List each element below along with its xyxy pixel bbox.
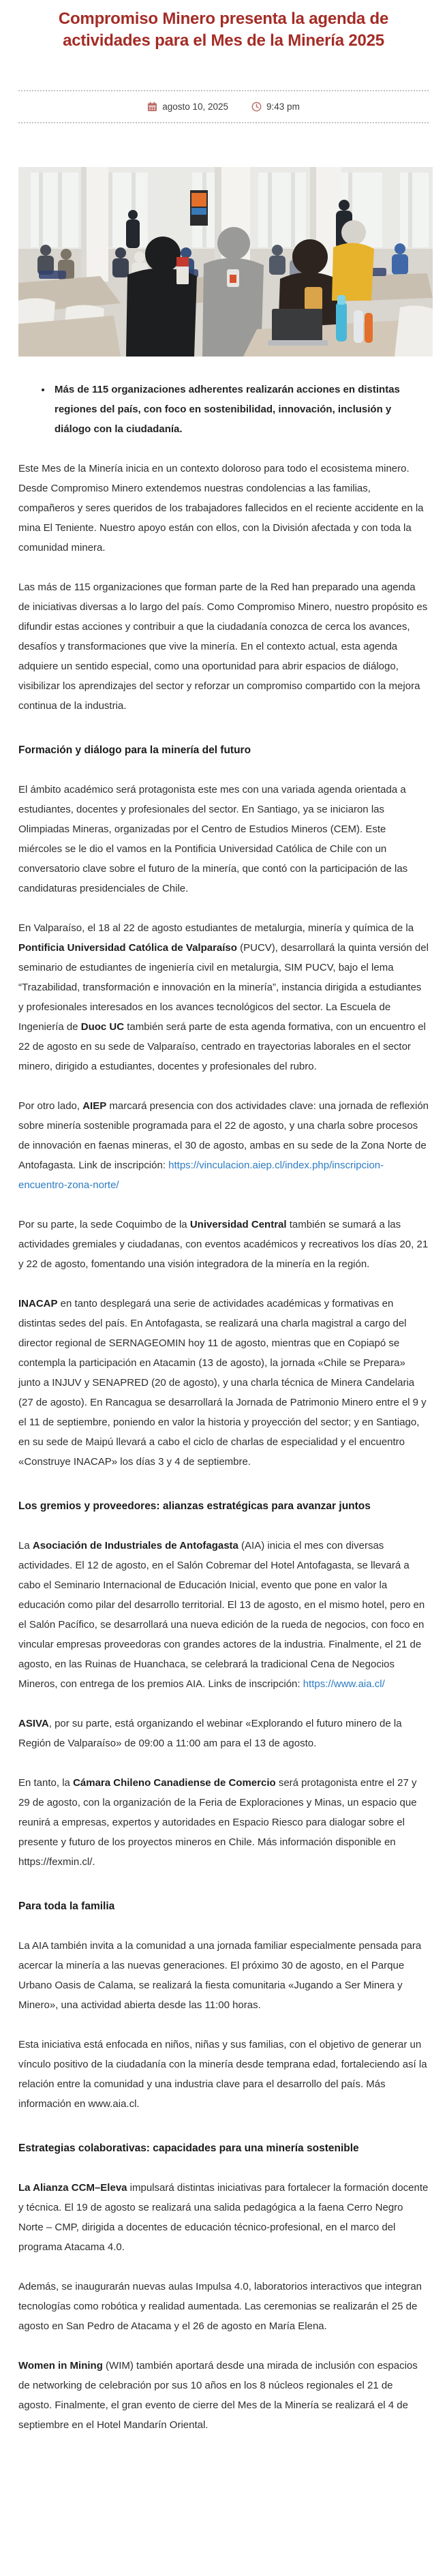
text-segment: (WIM) también aportará desde una mirada de inclusión con espacios de networking de celebración por sus 10 años en los 8 núcleos regionales el 21 de agosto. Finalmente, el gran evento de cierre del Mes de la Minería se realizará el 4 de septiembre en el Hotel Mandarín Oriental. bbox=[18, 2359, 418, 2431]
section-heading: Los gremios y proveedores: alianzas estratégicas para avanzar juntos bbox=[18, 1500, 371, 1512]
article-paragraph bbox=[18, 780, 429, 898]
article-paragraph bbox=[18, 1936, 429, 2015]
text-segment: Esta iniciativa está enfocada en niños, niñas y sus familias, con el objetivo de generar un vínculo positivo de la ciudadanía con la minería desde temprana edad, fortaleciendo así la relación entre la comunidad y una industria clave para el desarrollo del país. Más información en www.aia.cl. bbox=[18, 2038, 427, 2110]
conference-roundtables-photo bbox=[18, 167, 433, 357]
text-segment: también se sumará a las actividades gremiales y ciudadanas, con eventos académicos y recreativos los días 20, 21 y 22 de agosto, fomentando una visión integradora de la minería en la región. bbox=[18, 1218, 429, 1270]
text-segment: , por su parte, está organizando el webinar «Explorando el futuro minero de la Región de Valparaíso» de 09:00 a 11:00 am para el 13 de agosto. bbox=[18, 1717, 402, 1749]
post-date bbox=[147, 102, 228, 112]
text-segment: Este Mes de la Minería inicia en un contexto doloroso para todo el ecosistema minero. Desde Compromiso Minero extendemos nuestras condolencias a las familias, compañeros y seres queridos de los trabajadores fallecidos en el reciente accidente en la mina El Teniente. Nuestro apoyo están con ellos, con la División afectada y con toda la comunidad minera. bbox=[18, 462, 424, 554]
post-time bbox=[251, 102, 300, 112]
article-paragraph bbox=[18, 1294, 429, 1472]
text-segment: Además, se inaugurarán nuevas aulas Impulsa 4.0, laboratorios interactivos que integran tecnologías como robótica y realidad aumentada. Las ceremonias se realizarán el 25 de agosto en San Pedro de Atacama y el 26 de agosto en María Elena. bbox=[18, 2280, 422, 2332]
text-segment: será protagonista entre el 27 y 29 de agosto, con la organización de la Feria de Exploraciones y Minas, un espacio que reunirá a empresas, expertos y autoridades en Espacio Riesco para dialogar sobre el presente y futuro de los proyectos mineros en Chile. Más información disponible en https://fexmin.cl/. bbox=[18, 1776, 417, 1868]
text-segment: En tanto, la bbox=[18, 1776, 74, 1789]
inline-link[interactable]: https://vinculacion.aiep.cl/index.php/inscripcion-encuentro-zona-norte/ bbox=[18, 1159, 384, 1191]
article-paragraph bbox=[18, 459, 429, 558]
text-segment: (PUCV), desarrollará la quinta versión del seminario de estudiantes de ingeniería civil en metalurgia, SIM PUCV, bajo el lema “Trazabilidad, transformación e innovación en la minería”, instancia dirigida a estudiantes y profesionales interesados en los avances tecnológicos del sector. La Escuela de Ingeniería de bbox=[18, 941, 429, 1033]
text-segment: El ámbito académico será protagonista este mes con una variada agenda orientada a estudiantes, docentes y profesionales del sector. En Santiago, ya se iniciaron las Olimpiadas Mineras, organizadas por el Centro de Estudios Mineros (CEM). Este miércoles se le dio el vamos en la Pontificia Universidad Católica de Chile con un conversatorio clave sobre el futuro de la minería, que contó con la participación de las candidaturas presidenciales de Chile. bbox=[18, 783, 408, 894]
text-segment: también será parte de esta agenda formativa, con un encuentro el 22 de agosto en su sede de Valparaíso, centrado en trayectorias laborales en el sector minero, dirigido a estudiantes, docentes y profesionales del rubro. bbox=[18, 1020, 426, 1072]
text-segment: (AIA) inicia el mes con diversas actividades. El 12 de agosto, en el Salón Cobremar del Hotel Antofagasta, se llevará a cabo el Seminario Internacional de Educación Inicial, evento que pone en valor la educación como pilar del desarrollo territorial. El 13 de agosto, en el mismo hotel, pero en el Salón Pacífico, se desarrollará una nueva edición de la rueda de negocios, con foco en vincular empresas proveedoras con grandes actores de la industria. Finalmente, el 21 de agosto, en las Ruinas de Huanchaca, se celebrará la tradicional Cena de Negocios Mineros, con entrega de los premios AIA. Links de inscripción: bbox=[18, 1539, 425, 1690]
text-segment: en tanto desplegará una serie de actividades académicas y formativas en distintas sedes del país. En Antofagasta, se realizará una charla magistral a cargo del director regional de SERNAGEOMIN hoy 11 de agosto, mientras que en Copiapó se contempla la participación en Atacamin (13 de agosto), la jornada «Chile se Prepara» junto a INJUV y SENAPRED (20 de agosto), y una charla técnica de Minera Candelaria (27 de agosto). En Rancagua se desarrollará la Jornada de Patrimonio Minero entre el 9 y el 11 de septiembre, poniendo en valor la historia y proyección del sector; y en Santiago, en su sede de Maipú llevará a cabo el ciclo de charlas de especialidad y el encuentro «Construye INACAP» los días 3 y 4 de septiembre. bbox=[18, 1297, 427, 1468]
article-paragraph bbox=[18, 1714, 429, 1753]
article-paragraph bbox=[18, 577, 429, 716]
bold-text-segment: Pontificia Universidad Católica de Valparaíso bbox=[18, 941, 237, 954]
article-body bbox=[18, 459, 429, 2435]
text-segment: La AIA también invita a la comunidad a una jornada familiar especialmente pensada para acercar la minería a las nuevas generaciones. El próximo 30 de agosto, en el Parque Urbano Oasis de Calama, se realizará la fiesta comunitaria «Jugando a Ser Minera y Minero», una actividad abierta desde las 11:00 horas. bbox=[18, 1939, 422, 2011]
article-paragraph bbox=[18, 2356, 429, 2435]
bold-text-segment: Women in Mining bbox=[18, 2359, 103, 2372]
text-segment: marcará presencia con dos actividades clave: una jornada de reflexión sobre minería sostenible programada para el 22 de agosto, y una charla sobre procesos de innovación en faenas mineras, el 30 de agosto, ambas en su sede de la Zona Norte de Antofagasta. Link de inscripción: bbox=[18, 1100, 429, 1171]
article-paragraph bbox=[18, 1096, 429, 1195]
section-heading: Formación y diálogo para la minería del futuro bbox=[18, 744, 251, 756]
article-paragraph bbox=[18, 2035, 429, 2114]
post-date-label: agosto 10, 2025 bbox=[162, 101, 229, 112]
photo-illustration bbox=[18, 167, 433, 357]
article-paragraph bbox=[18, 1215, 429, 1274]
post-meta-bar bbox=[18, 90, 429, 123]
bold-text-segment: Cámara Chileno Canadiense de Comercio bbox=[73, 1776, 276, 1789]
lede-bullet: • Más de 115 organizaciones adherentes realizarán acciones en distintas regiones del país, con foco en sostenibilidad, innovación, inclusión y diálogo con la ciudadanía. bbox=[52, 380, 429, 439]
bold-text-segment: La Alianza CCM–Eleva bbox=[18, 2181, 127, 2194]
bold-text-segment: Universidad Central bbox=[189, 1218, 287, 1230]
post-time-label: 9:43 pm bbox=[266, 101, 300, 112]
text-segment: En Valparaíso, el 18 al 22 de agosto estudiantes de metalurgia, minería y química de la bbox=[18, 922, 414, 934]
lede-bullet-list bbox=[18, 380, 429, 439]
bold-text-segment: Duoc UC bbox=[80, 1020, 125, 1033]
section-heading: Estrategias colaborativas: capacidades para una minería sostenible bbox=[18, 2142, 359, 2154]
bold-text-segment: INACAP bbox=[18, 1297, 58, 1309]
page-title: Compromiso Minero presenta la agenda de actividades para el Mes de la Minería 2025 bbox=[58, 10, 389, 50]
text-segment: Por su parte, la sede Coquimbo de la bbox=[18, 1218, 190, 1230]
text-segment: Por otro lado, bbox=[18, 1100, 83, 1112]
text-segment: impulsará distintas iniciativas para fortalecer la formación docente y técnica. El 19 de agosto se realizará una salida pedagógica a la faena Cerro Negro Norte – CMP, dirigida a docentes de educación técnico-profesional, en el marco del programa Atacama 4.0. bbox=[18, 2181, 429, 2253]
calendar-icon bbox=[147, 102, 157, 112]
inline-link[interactable]: https://www.aia.cl/ bbox=[303, 1678, 385, 1690]
article-paragraph bbox=[18, 1536, 429, 1694]
article-paragraph bbox=[18, 2277, 429, 2336]
article-paragraph bbox=[18, 1773, 429, 1872]
text-segment: Las más de 115 organizaciones que forman parte de la Red han preparado una agenda de iniciativas diversas a lo largo del país. Como Compromiso Minero, nuestro propósito es difundir estas acciones y contribuir a que la ciudadanía conozca de cerca los avances, desafíos y transformaciones que vive la minería. En el contexto actual, esta agenda adquiere un sentido especial, como una oportunidad para abrir espacios de diálogo, visibilizar los aprendizajes del sector y reforzar un compromiso compartido con la mejora continua de la industria. bbox=[18, 581, 428, 712]
section-heading: Para toda la familia bbox=[18, 1900, 115, 1912]
text-segment: La bbox=[18, 1539, 33, 1551]
article-paragraph bbox=[18, 918, 429, 1076]
article-paragraph bbox=[18, 2178, 429, 2257]
bold-text-segment: AIEP bbox=[82, 1100, 107, 1112]
bold-text-segment: Asociación de Industriales de Antofagasta bbox=[32, 1539, 238, 1551]
clock-icon bbox=[251, 102, 262, 112]
bold-text-segment: ASIVA bbox=[18, 1717, 49, 1729]
